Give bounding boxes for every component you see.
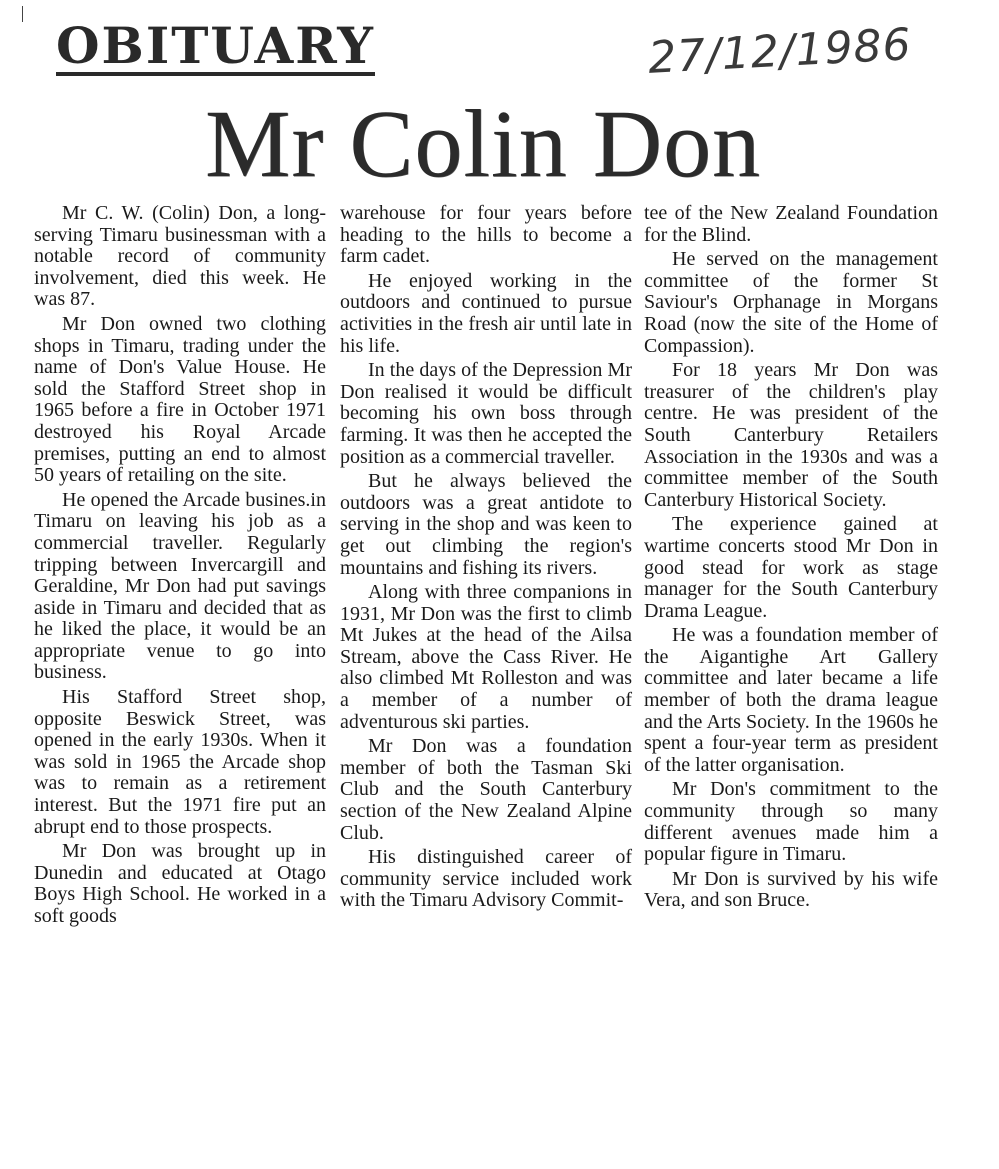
- paragraph: He was a foundation member of the Aigantighe Art Gallery committee and later became a life member of both the drama league and the Arts Society. In the 1960s he spent a four-year term as president of the latter organisation.: [644, 624, 938, 776]
- handwritten-date: 27/12/1986: [646, 19, 913, 84]
- paragraph: His distinguished career of community service included work with the Timaru Advisory Commit-: [340, 846, 632, 912]
- article-column-1: [34, 203, 326, 931]
- paragraph-continued: tee of the New Zealand Foundation for the Blind.: [644, 202, 938, 246]
- paragraph: Mr Don is survived by his wife Vera, and son Bruce.: [644, 867, 938, 912]
- paragraph: Along with three companions in 1931, Mr Don was the first to climb Mt Jukes at the head of the Ailsa Stream, above the Cass River. He also climbed Mt Rolleston and was a member of a number of adventurous ski parties.: [340, 581, 632, 733]
- section-label: OBITUARY: [56, 16, 375, 75]
- margin-mark: [22, 6, 23, 22]
- paragraph: Mr Don's commitment to the community through so many different avenues made him a popular figure in Timaru.: [644, 778, 938, 866]
- paragraph: Mr Don owned two clothing shops in Timaru, trading under the name of Don's Value House. He sold the Stafford Street shop in 1965 before a fire in October 1971 destroyed his Royal Arcade premises, putting an end to almost 50 years of retailing on the site.: [34, 312, 326, 487]
- paragraph: Mr Don was a foundation member of both the Tasman Ski Club and the South Canterbury section of the New Zealand Alpine Club.: [340, 735, 632, 844]
- article-column-3: [644, 203, 938, 915]
- paragraph-continued: warehouse for four years before heading to the hills to become a farm cadet.: [340, 202, 632, 268]
- paragraph: Mr Don was brought up in Dunedin and educated at Otago Boys High School. He worked in a soft goods: [34, 840, 326, 927]
- paragraph: But he always believed the outdoors was a great antidote to serving in the shop and was keen to get out climbing the region's mountains and fishing its rivers.: [340, 470, 632, 579]
- article-column-2: [340, 203, 632, 915]
- paragraph: His Stafford Street shop, opposite Beswick Street, was opened in the early 1930s. When it was sold in 1965 the Arcade shop was to remain as a retirement interest. But the 1971 fire put an abrupt end to those prospects.: [34, 686, 326, 838]
- paragraph: He served on the management committee of the former St Saviour's Orphanage in Morgans Road (now the site of the Home of Compassion).: [644, 248, 938, 357]
- paragraph: He enjoyed working in the outdoors and continued to pursue activities in the fresh air until late in his life.: [340, 269, 632, 357]
- paragraph: In the days of the Depression Mr Don realised it would be difficult becoming his own boss through farming. It was then he accepted the position as a commercial traveller.: [340, 359, 632, 468]
- headline: Mr Colin Don: [205, 90, 762, 197]
- paragraph: He opened the Arcade busines.in Timaru on leaving his job as a commercial traveller. Regularly tripping between Invercargill and Geraldine, Mr Don had put savings aside in Timaru and decided that as he liked the place, it would be an appropriate venue to go into business.: [34, 488, 326, 684]
- paragraph: For 18 years Mr Don was treasurer of the children's play centre. He was president of the South Canterbury Retailers Association in the 1930s and was a committee member of the South Canterbury Historical Society.: [644, 359, 938, 511]
- paragraph: Mr C. W. (Colin) Don, a long-serving Timaru businessman with a notable record of community involvement, died this week. He was 87.: [34, 202, 326, 311]
- paragraph: The experience gained at wartime concerts stood Mr Don in good stead for work as stage manager for the South Canterbury Drama League.: [644, 513, 938, 622]
